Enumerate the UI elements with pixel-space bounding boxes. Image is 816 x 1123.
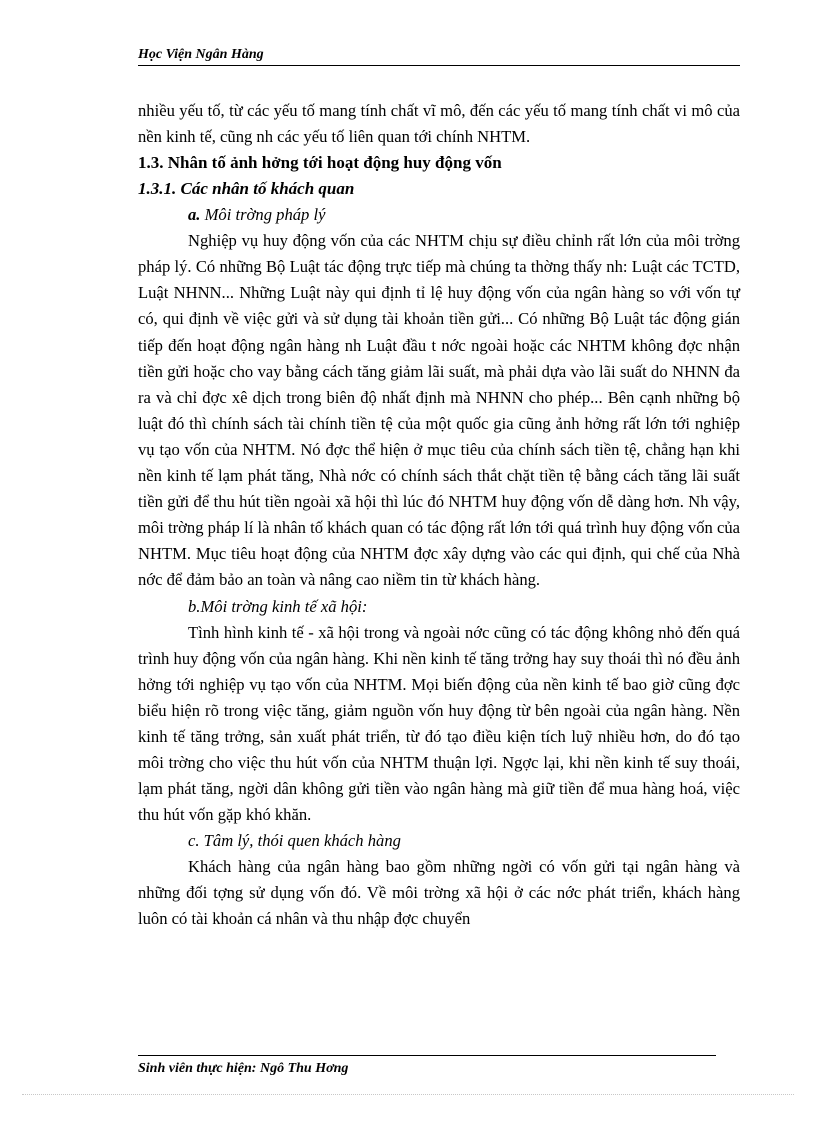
item-heading-a xyxy=(188,202,740,228)
footer-rule xyxy=(138,1055,716,1056)
header-title: Học Viện Ngân Hàng xyxy=(138,47,264,62)
item-heading-a-prefix: a. xyxy=(188,205,201,225)
paragraph-socioeconomic-environment: Tình hình kinh tế - xã hội trong và ngoài nớc cũng có tác động không nhỏ đến quá trình huy động vốn của ngân hàng. Khi nền kinh tế tăng trởng hay suy thoái thì nó đều ảnh hởng tới nghiệp vụ tạo vốn của NHTM. Mọi biến động của nền kinh tế bao giờ cũng đợc biểu hiện rõ trong việc tăng, giảm nguồn vốn huy động từ bên ngoài của ngân hàng. Nền kinh tế tăng trởng, sản xuất phát triển, từ đó tạo điều kiện tích luỹ nhiều hơn, do đó tạo môi trờng cho việc thu hút vốn của NHTM thuận lợi. Ngợc lại, khi nền kinh tế suy thoái, lạm phát tăng, ngời dân không gửi tiền vào ngân hàng mà giữ tiền để mua hàng hoá, việc thu hút vốn gặp khó khăn. xyxy=(138,622,740,825)
paragraph-customer-habits: Khách hàng của ngân hàng bao gồm những ngời có vốn gửi tại ngân hàng và những đối tợng sử dụng vốn đó. Về môi trờng xã hội ở các nớc phát triển, khách hàng luôn có tài khoản cá nhân và thu nhập đợc chuyển xyxy=(138,857,740,929)
page-bottom-border xyxy=(22,1094,794,1095)
paragraph-intro: nhiều yếu tố, từ các yếu tố mang tính chất vĩ mô, đến các yếu tố mang tính chất vi mô của nền kinh tế, cũng nh các yếu tố liên quan tới chính NHTM. xyxy=(138,101,740,147)
page-footer xyxy=(138,1061,348,1077)
item-heading-a-title: Môi trờng pháp lý xyxy=(200,205,326,225)
section-heading-1-3: 1.3. Nhân tố ảnh hởng tới hoạt động huy động vốn xyxy=(138,153,502,173)
document-body xyxy=(138,98,740,933)
item-heading-c: c. Tâm lý, thói quen khách hàng xyxy=(188,831,401,851)
subsection-heading-1-3-1: 1.3.1. Các nhân tố khách quan xyxy=(138,179,355,199)
footer-author: Sinh viên thực hiện: Ngô Thu Hơng xyxy=(138,1061,349,1076)
paragraph-legal-environment: Nghiệp vụ huy động vốn của các NHTM chịu sự điều chỉnh rất lớn của môi trờng pháp lý. Có những Bộ Luật tác động trực tiếp mà chúng ta thờng thấy nh: Luật các TCTD, Luật NHNN... Những Luật này qui định tỉ lệ huy động vốn của ngân hàng so với vốn tự có, qui định về việc gửi và sử dụng tài khoản tiền gửi... Có những Bộ Luật tác động gián tiếp đến hoạt động ngân hàng nh Luật đầu t nớc ngoài hoặc các NHTM không đợc nhận tiền gửi hoặc cho vay bằng cách tăng giảm lãi suất, mà phải dựa vào lãi suất do NHNN đa ra và chỉ đợc xê dịch trong biên độ nhất định mà NHNN cho phép... Bên cạnh những bộ luật đó thì chính sách tài chính tiền tệ của một quốc gia cũng ảnh hởng rất lớn tới nghiệp vụ tạo vốn của NHTM. Nó đợc thể hiện ở mục tiêu của chính sách tiền tệ, chẳng hạn khi nền kinh tế lạm phát tăng, Nhà nớc có chính sách thắt chặt tiền tệ bằng cách tăng lãi suất tiền gửi để thu hút tiền ngoài xã hội thì lúc đó NHTM huy động vốn dễ dàng hơn. Nh vậy, môi trờng pháp lí là nhân tố khách quan có tác động rất lớn tới quá trình huy động vốn của NHTM. Mục tiêu hoạt động của NHTM đợc xây dựng vào các qui định, qui chế của Nhà nớc để đảm bảo an toàn và nâng cao niềm tin từ khách hàng. xyxy=(138,231,740,590)
item-heading-b: b.Môi trờng kinh tế xã hội: xyxy=(188,596,368,616)
page-header xyxy=(138,47,740,66)
